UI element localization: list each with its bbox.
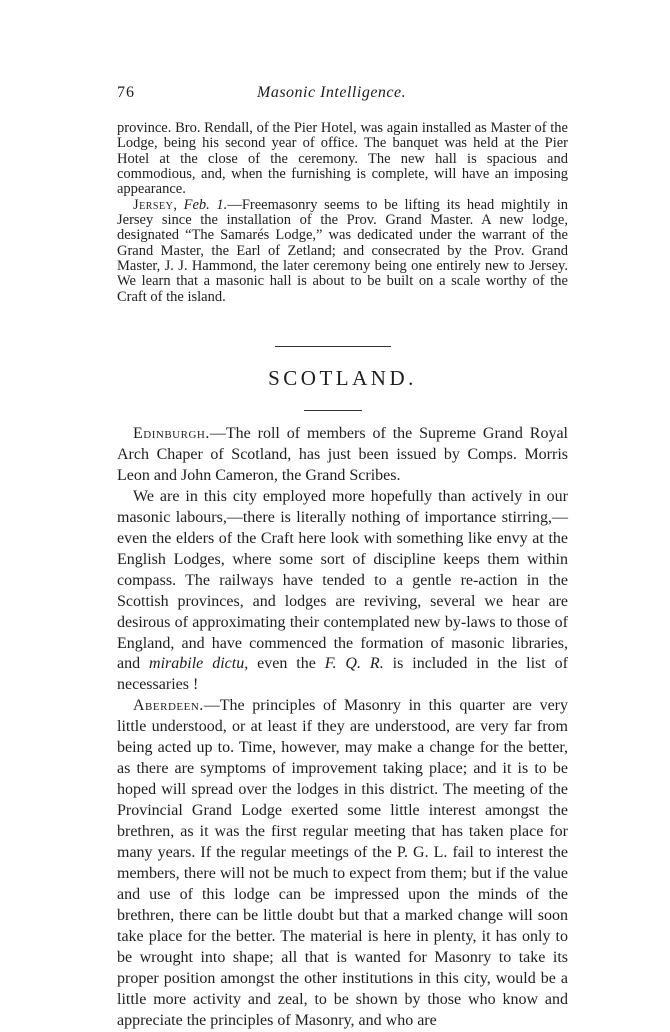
paragraph-city-text-b: even the [248,655,325,673]
italic-mirabile: mirabile dictu, [149,655,249,673]
section-title: SCOTLAND. [268,366,417,390]
paragraph-aberdeen [117,696,568,1031]
paragraph-jersey: Jersey, Feb. 1.—Freemasonry seems to be lifting its head mightily in Jersey since the installation of the Prov. Grand Master. A new lodge, designated “The Samarés Lodge,” was dedicated under the warrant of the Grand Master, the Earl of Zetland; and consecrated by the Prov. Grand Master, J. J. Hammond, the later ceremony being one entirely new to Jersey. We learn that a masonic hall is about to be built on a scale worthy of the Craft of the island. [117,196,569,305]
italic-fqr: F. Q. R. [324,655,384,673]
paragraph-edinburgh-text: —The roll of members of the Supreme Grand Royal Arch Chaper of Scotland, has just been issued by Comps. Morris Leon and John Cameron, the Grand Scribes. [117,425,568,484]
paragraph-city-text-c: is included in the list of necessaries ! [117,655,568,694]
place-aberdeen: Aberdeen. [133,697,204,715]
paragraph-city-labours [117,487,568,697]
place-edinburgh: Edinburgh. [133,425,210,442]
place-jersey: Jersey [133,196,174,213]
scotland-section [117,424,568,1032]
orkney-jersey-section [117,121,568,305]
paragraph-aberdeen-text: —The principles of Masonry in this quarter are very little understood, or at least if they are understood, are very far from being acted up to. Time, however, may make a change for the better, as there are symptoms of improvement taking place; and it is to be hoped will spread over the lodges in this district. The meeting of the Provincial Grand Lodge exerted some little interest amongst the brethren, as it was the first regular meeting that has taken place for many years. If the regular meetings of the P. G. L. fail to interest the members, there will not be much to expect from them; but if the value and use of this lodge can be impressed upon the minds of the brethren, there can be little doubt but that a marked change will soon take place for the better. The material is here in plenty, it has only to be wrought into shape; all that is wanted for Masonry to take its proper position amongst the other institutions in this city, would be a little more activity and zeal, to be shown by those who know and appreciate the principles of Masonry, and who are [117,697,568,1029]
paragraph-edinburgh [117,424,568,487]
title-underline-rule [304,410,362,411]
page-number: 76 [117,84,135,101]
date-jersey: Feb. 1. [183,196,228,213]
paragraph-city-text-a: We are in this city employed more hopefully than actively in our masonic labours,—there is literally nothing of importance stirring,—even the elders of the Craft here look with something like envy at the English Lodges, where some sort of discipline keeps them within compass. The railways have tended to a gentle re-action in the Scottish provinces, and lodges are reviving, several we hear are desirous of approximating their contemplated new by-laws to those of England, and have commenced the formation of masonic libraries, and [117,487,568,673]
page-header [117,84,571,106]
section-divider-rule [275,346,391,347]
paragraph-pier-hotel: province. Bro. Rendall, of the Pier Hotel, was again installed as Master of the Lodge, being his second year of office. The banquet was held at the Pier Hotel at the close of the ceremony. The new hall is spacious and commodious, and, when the furnishing is complete, will have an imposing appearance. [117,120,568,198]
running-title: Masonic Intelligence. [257,84,407,101]
paragraph-jersey-text: —Freemasonry seems to be lifting its head mightily in Jersey since the installation of the Prov. Grand Master. A new lodge, designated “The Samarés Lodge,” was dedicated under the warrant of the Grand Master, the Earl of Zetland; and consecrated by the Prov. Grand Master, J. J. Hammond, the later ceremony being one entirely new to Jersey. We learn that a masonic hall is about to be built on a scale worthy of the Craft of the island. [117,196,569,305]
